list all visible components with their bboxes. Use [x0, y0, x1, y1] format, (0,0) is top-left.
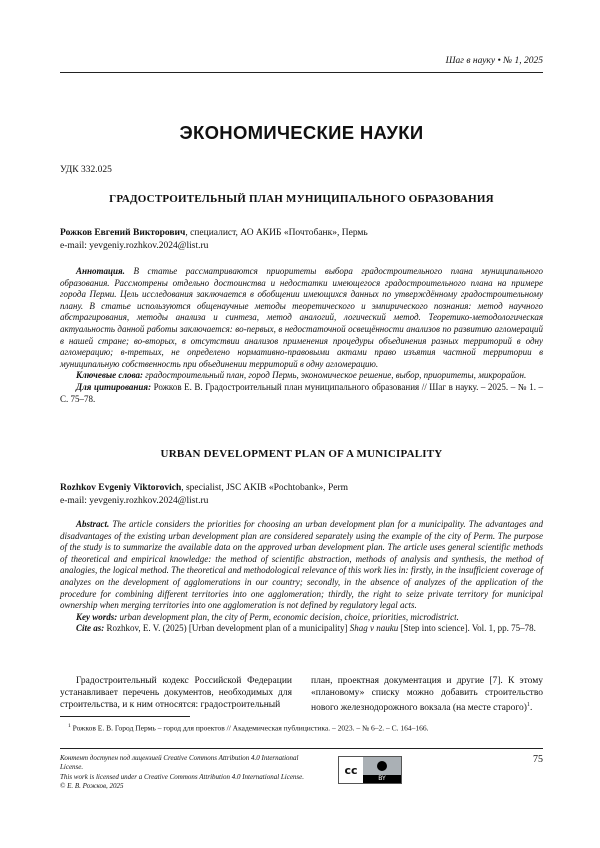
udk-code: УДК 332.025 [60, 165, 112, 175]
footnote-mark: 1 [68, 723, 71, 729]
author-email-en: e-mail: yevgeniy.rozhkov.2024@list.ru [60, 495, 209, 506]
running-head: Шаг в науку • № 1, 2025 [445, 56, 543, 66]
section-title: ЭКОНОМИЧЕСКИЕ НАУКИ [179, 122, 424, 143]
abstract-label-en: Abstract. [76, 519, 110, 529]
keywords-label-ru: Ключевые слова: [76, 370, 143, 381]
abstract-en [60, 519, 543, 612]
author-block-en [60, 482, 543, 507]
citation-en [60, 623, 543, 635]
keywords-label-en: Key words: [76, 611, 118, 622]
footnote-text: Рожков Е. В. Город Пермь – город для проектов // Академическая публицистика. – 2023. – № 6–2. – С. 164–166. [70, 723, 429, 733]
keywords-en [60, 612, 543, 624]
citation-text-en-1: Rozhkov, E. V. (2025) [Urban development plan of a municipality] [104, 623, 350, 634]
citation-label-ru: Для цитирования: [76, 381, 152, 392]
author-name-en: Rozhkov Evgeniy Viktorovich [60, 483, 182, 493]
abstract-label-ru: Аннотация. [76, 266, 125, 276]
body-text-left: Градостроительный кодекс Российской Федерации устанавливает перечень документов, необходимых для строительства, и к ним относятся: градостроительный [60, 676, 292, 711]
author-affiliation-en: , specialist, JSC AKIB «Pochtobank», Perm [181, 483, 349, 493]
body-text-right-end: . [529, 703, 533, 714]
footnote-ref: 1 [526, 702, 530, 709]
abstract-text-ru: В статье рассматриваются приоритеты выбора градостроительного плана муниципального образования. Рассмотрены отдельно достоинства и недостатки имеющегося градостроительного плана на примере города Перми. Цель исследования заключается в обобщении имеющихся данных по утверждённому градостроительному плану. В статье используются общенаучные методы теоретического и эмпирического познания: метод научного абстрагирования, методы анализа и синтеза, метод аналогий, логический метод. Теоретико-методологическая актуальность данной работы заключается: во-первых, в недостаточной освещённости анализов по развитию агломераций в нашей стране; во-вторых, в отсутствии анализов применения процедуры объединения разных территорий в одну агломерацию; в-третьих, не определено нормативно-правовыми актами право изъятия частной территории в муниципальную собственность при объединении территорий в одну агломерацию. [60, 266, 543, 369]
citation-journal-en: Shag v nauku [349, 623, 399, 634]
author-block-ru [60, 227, 543, 252]
cc-icon-text: cc [344, 763, 358, 777]
by-panel [363, 757, 401, 783]
author-affiliation-ru: , специалист, АО АКИБ «Почтобанк», Пермь [185, 228, 368, 238]
header-divider [60, 72, 543, 73]
author-email-ru: e-mail: yevgeniy.rozhkov.2024@list.ru [60, 240, 209, 251]
abstract-block-ru [60, 266, 543, 405]
keywords-ru [60, 370, 543, 382]
cc-icon [339, 757, 363, 783]
cc-by-license-badge [338, 756, 402, 784]
abstract-block-en [60, 519, 543, 635]
license-line-en: This work is licensed under a Creative Commons Attribution 4.0 International License. [60, 772, 305, 781]
attribution-person-icon [377, 761, 387, 771]
page-number: 75 [533, 754, 543, 765]
author-name-ru: Рожков Евгений Викторович [60, 228, 186, 238]
abstract-ru [60, 266, 543, 370]
citation-text-en-2: [Step into science]. Vol. 1, pp. 75–78. [398, 623, 536, 634]
license-line-ru: Контент доступен под лицензией Creative Commons Attribution 4.0 International License. [60, 754, 299, 772]
article-title-en: URBAN DEVELOPMENT PLAN OF A MUNICIPALITY [160, 448, 443, 460]
body-column-left [60, 675, 292, 712]
body-column-right [311, 675, 543, 715]
license-notice [60, 754, 320, 792]
attribution-person-icon-area [363, 757, 401, 775]
footnote [60, 723, 551, 733]
author-line-ru [60, 227, 543, 240]
citation-label-en: Cite as: [76, 623, 105, 634]
footnote-divider [60, 716, 190, 717]
article-title-ru: ГРАДОСТРОИТЕЛЬНЫЙ ПЛАН МУНИЦИПАЛЬНОГО ОБРАЗОВАНИЯ [109, 193, 494, 205]
body-text-right [311, 675, 543, 715]
cc-by-label: BY [378, 775, 386, 782]
body-text-right-main: план, проектная документация и другие [7]. К этому «плановому» списку можно добавить строительство нового железнодорожного вокзала (на месте старого) [311, 676, 543, 714]
keywords-text-ru: градостроительный план, город Пермь, экономическое решение, выбор, приоритеты, микрорайон. [142, 370, 527, 381]
citation-text-ru: Рожков Е. В. Градостроительный план муниципального образования // Шаг в науку. – 2025. – № 1. – С. 75–78. [60, 381, 544, 404]
footer-divider [60, 748, 543, 749]
keywords-text-en: urban development plan, the city of Perm, economic decision, choice, priorities, microdistrict. [117, 611, 459, 622]
author-line-en [60, 482, 543, 495]
citation-ru [60, 382, 543, 405]
abstract-text-en: The article considers the priorities for choosing an urban development plan for a municipality. The advantages and disadvantages of the existing urban development plan are considered separately using the example of the city of Perm. The purpose of the study is to summarize the available data on the approved urban development plan. The article uses general scientific methods of theoretical and empirical knowledge: the method of scientific abstraction, methods of analysis and synthesis, the method of analogies, the logical method. The theoretical and methodological relevance of this work lies in: firstly, in the insufficient coverage of analyzes on the development of agglomerations in our country; secondly, in the absence of analyzes of the application of the procedure for combining different territories into one agglomeration; thirdly, the right to seize private territory for municipal ownership when merging territories into one agglomeration is not defined by regulatory legal acts. [60, 519, 543, 611]
copyright-line: © Е. В. Рожков, 2025 [60, 782, 124, 791]
